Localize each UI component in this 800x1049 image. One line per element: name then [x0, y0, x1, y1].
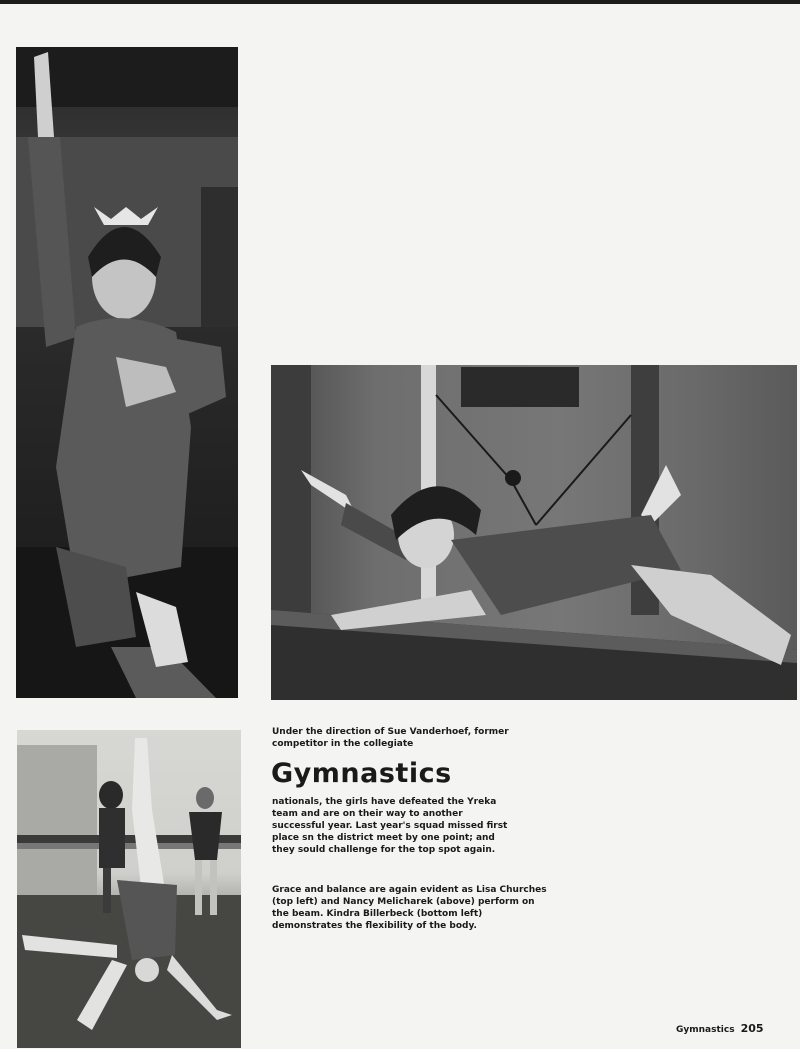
photo-gymnast-backbend-illustration — [17, 730, 241, 1048]
photo-gymnast-backbend — [17, 730, 241, 1048]
article-body-text: nationals, the girls have defeated the Yreka team and are on their way to another successful year. Last year's squad missed first place sn the district meet by one point; and they sould challenge for the top spot again. — [272, 797, 508, 855]
intro-caption: Under the direction of Sue Vanderhoef, former competitor in the collegiate — [272, 727, 509, 749]
footer-section-name: Gymnastics — [676, 1025, 735, 1035]
photo-gymnast-split-on-beam — [271, 365, 797, 700]
page-top-edge — [0, 0, 800, 4]
photo-gymnast-split-on-beam-illustration — [271, 365, 797, 700]
article-headline: Gymnastics — [271, 758, 452, 789]
photo-caption: Grace and balance are again evident as Lisa Churches (top left) and Nancy Melicharek (above) perform on the beam. Kindra Billerbeck (bottom left) demonstrates the flexibility of the body. — [272, 885, 547, 931]
photo-gymnast-arm-raised — [16, 47, 238, 698]
page-number: 205 — [740, 1022, 764, 1035]
photo-gymnast-arm-raised-illustration — [16, 47, 238, 698]
page-footer — [676, 1022, 764, 1035]
